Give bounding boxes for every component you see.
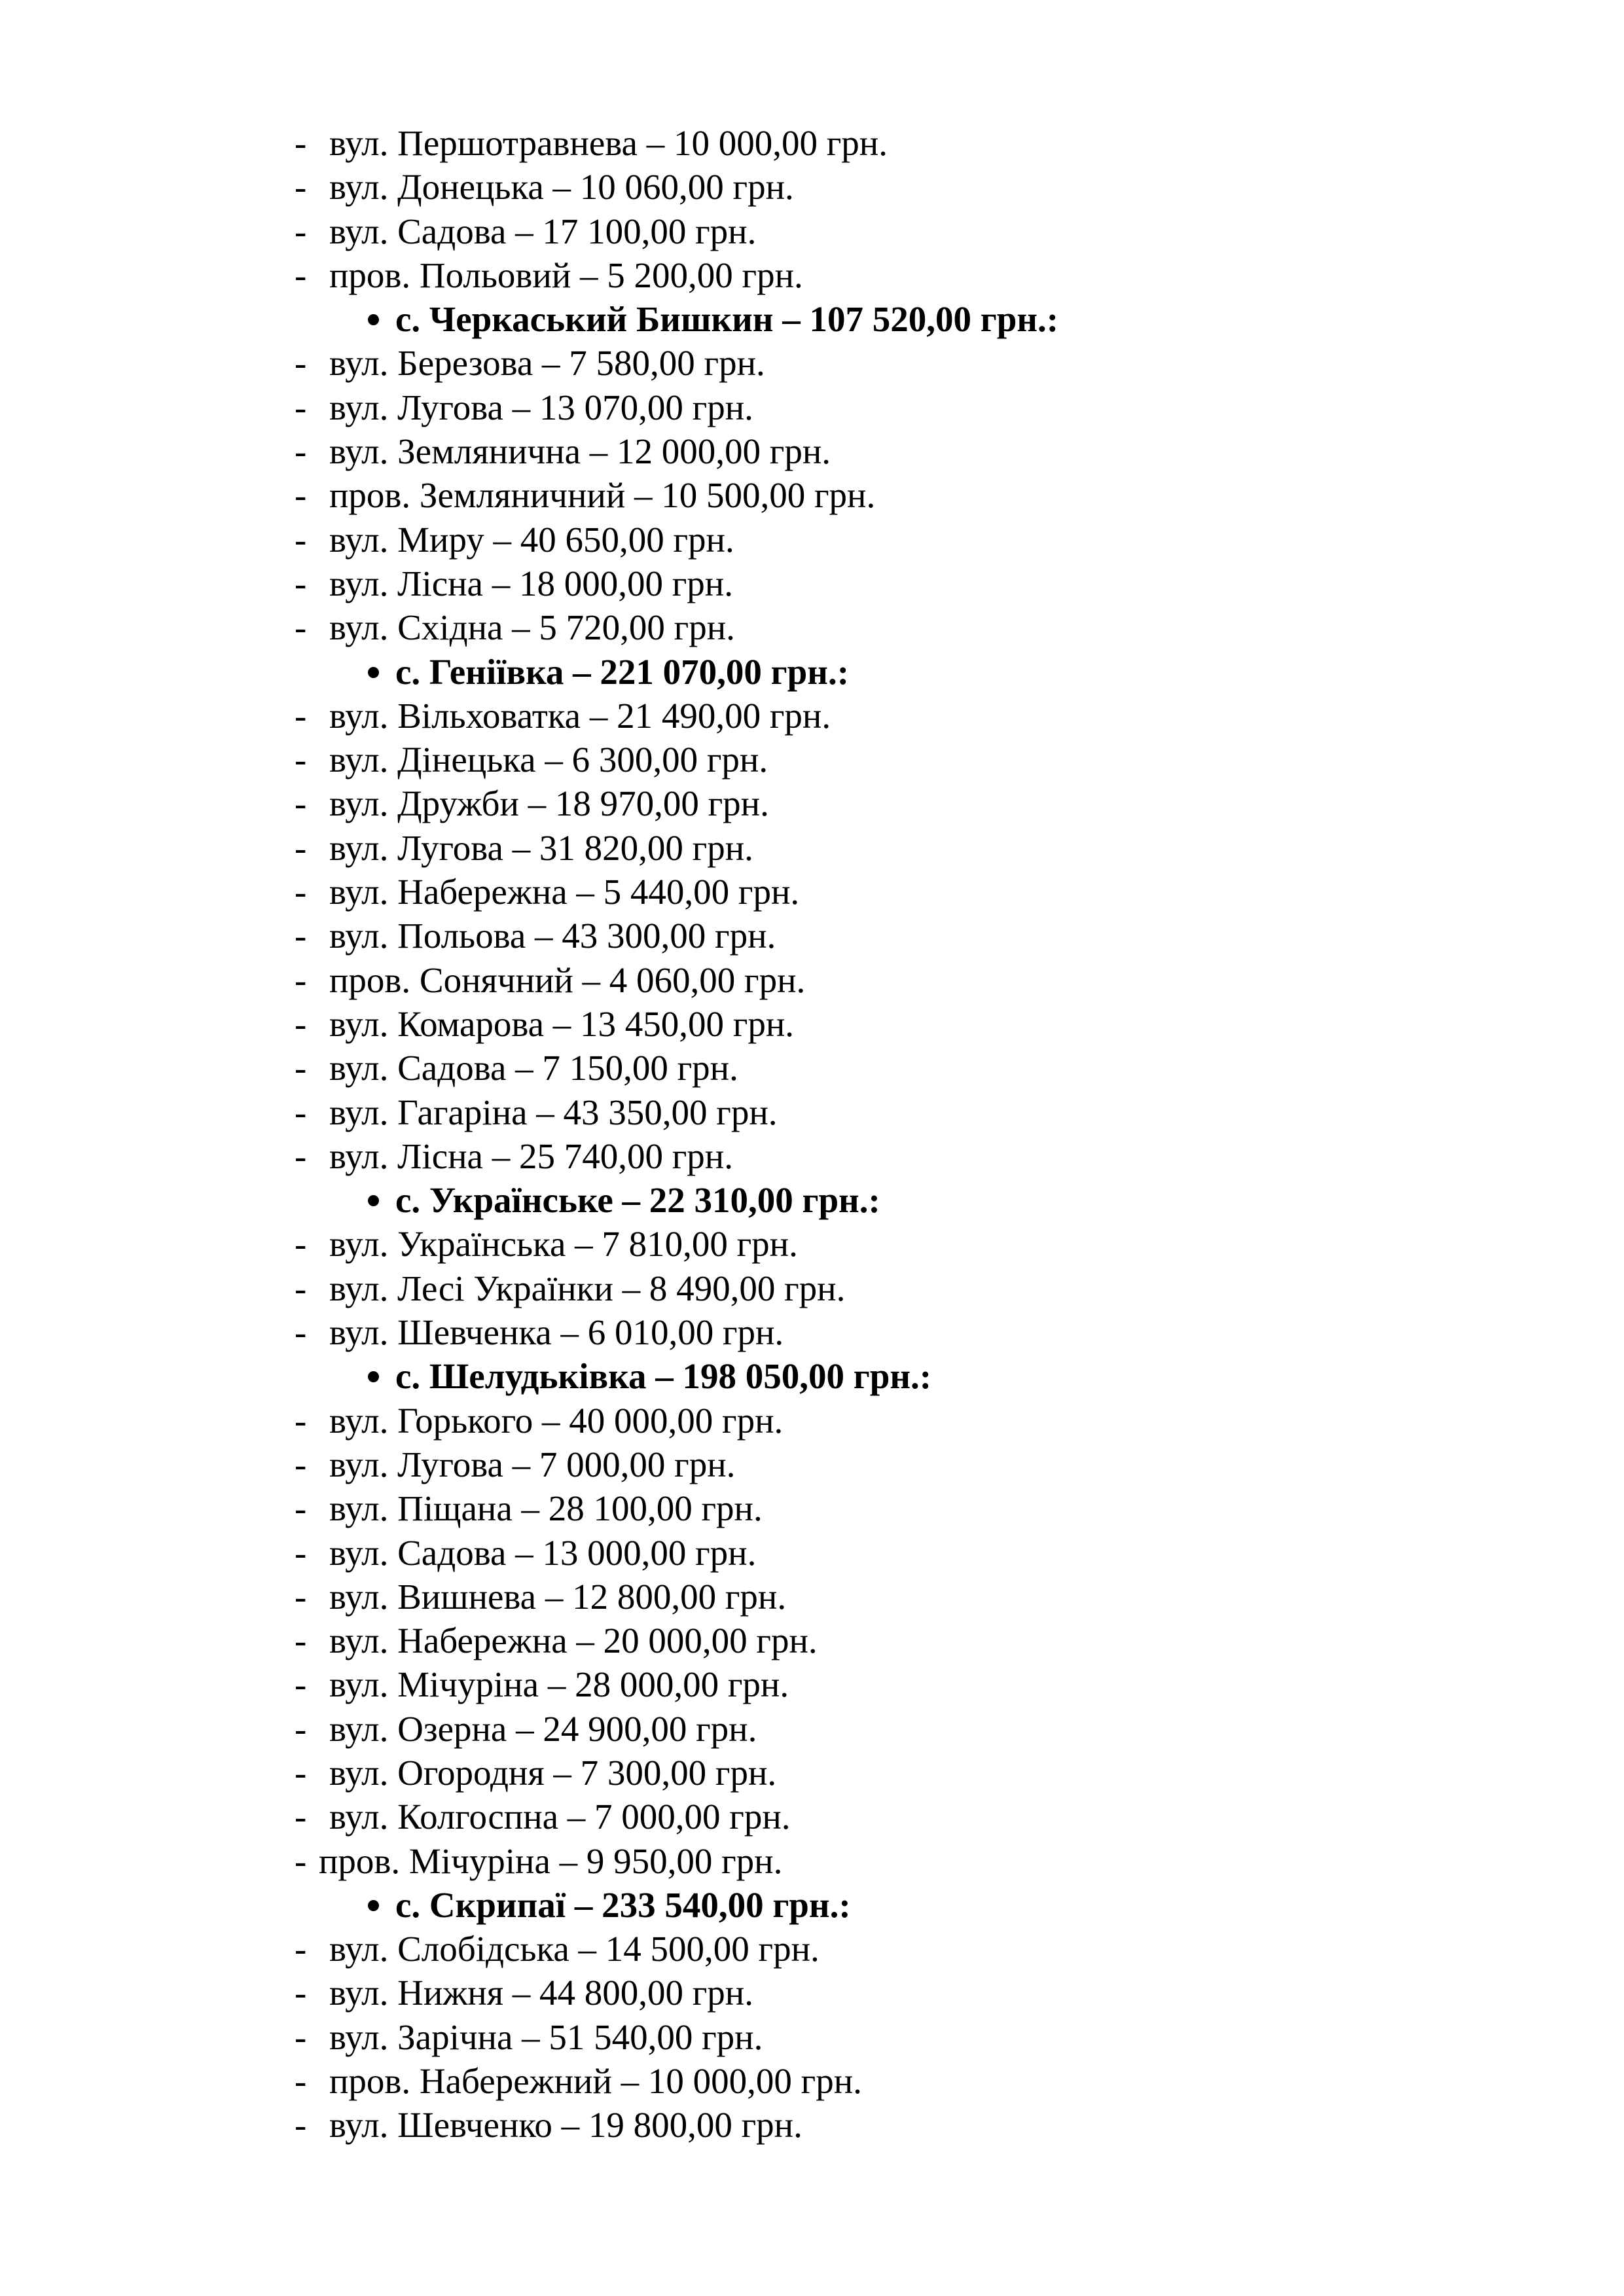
street-text: пров. Польовий – 5 200,00 грн. bbox=[329, 255, 803, 295]
street-line bbox=[0, 1486, 1624, 1530]
street-text: вул. Комарова – 13 450,00 грн. bbox=[329, 1003, 795, 1044]
street-text: вул. Горького – 40 000,00 грн. bbox=[329, 1400, 784, 1441]
street-text: вул. Донецька – 10 060,00 грн. bbox=[329, 167, 794, 207]
street-line bbox=[0, 1795, 1624, 1839]
street-text: вул. Вишнева – 12 800,00 грн. bbox=[329, 1576, 787, 1617]
village-heading bbox=[0, 1178, 1624, 1222]
street-line bbox=[0, 165, 1624, 209]
street-line bbox=[0, 2015, 1624, 2059]
street-line bbox=[0, 2059, 1624, 2103]
list-dash: - bbox=[295, 431, 307, 472]
street-text: вул. Шевченка – 6 010,00 грн. bbox=[329, 1312, 784, 1353]
street-text: пров. Земляничний – 10 500,00 грн. bbox=[329, 475, 876, 516]
street-line bbox=[0, 781, 1624, 825]
street-text: вул. Слобідська – 14 500,00 грн. bbox=[329, 1929, 820, 1969]
list-dash: - bbox=[295, 916, 307, 956]
list-dash: - bbox=[295, 2017, 307, 2057]
village-title: с. Черкаський Бишкин – 107 520,00 грн.: bbox=[395, 299, 1059, 340]
street-line bbox=[0, 1443, 1624, 1486]
street-line bbox=[0, 1046, 1624, 1090]
street-line bbox=[0, 826, 1624, 870]
list-dash: - bbox=[295, 1929, 307, 1969]
village-title: с. Шелудьківка – 198 050,00 грн.: bbox=[395, 1356, 932, 1397]
street-text: пров. Сонячний – 4 060,00 грн. bbox=[329, 960, 806, 1000]
list-dash: - bbox=[295, 2105, 307, 2145]
street-text: вул. Українська – 7 810,00 грн. bbox=[329, 1224, 798, 1265]
street-line bbox=[0, 694, 1624, 738]
street-text: вул. Східна – 5 720,00 грн. bbox=[329, 607, 735, 648]
village-title: с. Українське – 22 310,00 грн.: bbox=[395, 1180, 880, 1221]
street-line bbox=[0, 1971, 1624, 2015]
list-dash: - bbox=[295, 1092, 307, 1132]
village-title: с. Скрипаї – 233 540,00 грн.: bbox=[395, 1884, 851, 1925]
street-line bbox=[0, 2103, 1624, 2147]
street-text: вул. Нижня – 44 800,00 грн. bbox=[329, 1973, 753, 2013]
bullet-icon bbox=[368, 1371, 379, 1382]
street-text: вул. Шевченко – 19 800,00 грн. bbox=[329, 2105, 803, 2145]
list-dash: - bbox=[295, 1664, 307, 1705]
list-dash: - bbox=[295, 827, 307, 868]
list-dash: - bbox=[295, 1048, 307, 1088]
street-allocation-list bbox=[0, 121, 1624, 2147]
street-text: вул. Набережна – 5 440,00 грн. bbox=[329, 872, 800, 912]
street-line bbox=[0, 429, 1624, 473]
street-text: вул. Гагаріна – 43 350,00 грн. bbox=[329, 1092, 778, 1132]
list-dash: - bbox=[295, 1840, 307, 1881]
street-text: вул. Набережна – 20 000,00 грн. bbox=[329, 1621, 818, 1661]
street-line bbox=[0, 1662, 1624, 1706]
street-line bbox=[0, 562, 1624, 605]
street-text: вул. Миру – 40 650,00 грн. bbox=[329, 519, 734, 560]
street-text: вул. Лугова – 31 820,00 грн. bbox=[329, 827, 753, 868]
street-line bbox=[0, 518, 1624, 562]
list-dash: - bbox=[295, 563, 307, 603]
street-text: вул. Садова – 7 150,00 грн. bbox=[329, 1048, 738, 1088]
list-dash: - bbox=[295, 1973, 307, 2013]
street-line bbox=[0, 870, 1624, 914]
street-text: вул. Садова – 17 100,00 грн. bbox=[329, 211, 757, 251]
list-dash: - bbox=[295, 1532, 307, 1573]
bullet-icon bbox=[368, 314, 379, 325]
street-line bbox=[0, 253, 1624, 297]
street-line bbox=[0, 1399, 1624, 1443]
list-dash: - bbox=[295, 1752, 307, 1793]
street-line bbox=[0, 1134, 1624, 1178]
list-dash: - bbox=[295, 167, 307, 207]
list-dash: - bbox=[295, 1136, 307, 1176]
street-text: вул. Лісна – 18 000,00 грн. bbox=[329, 563, 733, 603]
street-text: вул. Березова – 7 580,00 грн. bbox=[329, 343, 765, 384]
village-heading bbox=[0, 650, 1624, 694]
street-text: вул. Вільховатка – 21 490,00 грн. bbox=[329, 695, 831, 736]
street-text: вул. Піщана – 28 100,00 грн. bbox=[329, 1488, 763, 1529]
list-dash: - bbox=[295, 475, 307, 516]
street-line bbox=[0, 386, 1624, 429]
street-line bbox=[0, 1002, 1624, 1046]
list-dash: - bbox=[295, 1003, 307, 1044]
list-dash: - bbox=[295, 695, 307, 736]
street-text: вул. Мічуріна – 28 000,00 грн. bbox=[329, 1664, 789, 1705]
street-text: пров. Мічуріна – 9 950,00 грн. bbox=[319, 1840, 783, 1881]
list-dash: - bbox=[295, 783, 307, 824]
list-dash: - bbox=[295, 123, 307, 163]
list-dash: - bbox=[295, 1400, 307, 1441]
street-line bbox=[0, 1927, 1624, 1971]
bullet-icon bbox=[368, 1195, 379, 1206]
street-line bbox=[0, 209, 1624, 253]
street-line bbox=[0, 1222, 1624, 1266]
list-dash: - bbox=[295, 2061, 307, 2102]
street-line bbox=[0, 473, 1624, 517]
street-text: вул. Лугова – 13 070,00 грн. bbox=[329, 387, 753, 427]
list-dash: - bbox=[295, 1621, 307, 1661]
street-text: вул. Землянична – 12 000,00 грн. bbox=[329, 431, 831, 472]
list-dash: - bbox=[295, 960, 307, 1000]
list-dash: - bbox=[295, 387, 307, 427]
list-dash: - bbox=[295, 1224, 307, 1265]
street-text: вул. Огородня – 7 300,00 грн. bbox=[329, 1752, 777, 1793]
street-text: вул. Озерна – 24 900,00 грн. bbox=[329, 1708, 757, 1749]
street-text: вул. Дінецька – 6 300,00 грн. bbox=[329, 740, 768, 780]
street-text: вул. Лісна – 25 740,00 грн. bbox=[329, 1136, 733, 1176]
village-title: с. Геніївка – 221 070,00 грн.: bbox=[395, 651, 850, 692]
street-text: вул. Дружби – 18 970,00 грн. bbox=[329, 783, 769, 824]
street-text: вул. Лугова – 7 000,00 грн. bbox=[329, 1444, 736, 1484]
street-line bbox=[0, 1839, 1624, 1883]
street-line bbox=[0, 1707, 1624, 1751]
street-text: вул. Колгоспна – 7 000,00 грн. bbox=[329, 1797, 791, 1837]
street-line bbox=[0, 1531, 1624, 1575]
list-dash: - bbox=[295, 1444, 307, 1484]
street-text: вул. Першотравнева – 10 000,00 грн. bbox=[329, 123, 888, 163]
street-line bbox=[0, 1266, 1624, 1310]
street-text: вул. Зарічна – 51 540,00 грн. bbox=[329, 2017, 763, 2057]
street-line bbox=[0, 605, 1624, 649]
bullet-icon bbox=[368, 667, 379, 678]
street-line bbox=[0, 1310, 1624, 1354]
street-line bbox=[0, 1619, 1624, 1662]
bullet-icon bbox=[368, 1900, 379, 1911]
street-text: вул. Лесі Українки – 8 490,00 грн. bbox=[329, 1268, 846, 1308]
list-dash: - bbox=[295, 211, 307, 251]
street-line bbox=[0, 341, 1624, 385]
list-dash: - bbox=[295, 1312, 307, 1353]
street-text: вул. Садова – 13 000,00 грн. bbox=[329, 1532, 757, 1573]
list-dash: - bbox=[295, 740, 307, 780]
list-dash: - bbox=[295, 607, 307, 648]
street-line bbox=[0, 121, 1624, 165]
list-dash: - bbox=[295, 1268, 307, 1308]
street-text: вул. Польова – 43 300,00 грн. bbox=[329, 916, 776, 956]
list-dash: - bbox=[295, 872, 307, 912]
list-dash: - bbox=[295, 255, 307, 295]
street-line bbox=[0, 738, 1624, 781]
village-heading bbox=[0, 297, 1624, 341]
list-dash: - bbox=[295, 1576, 307, 1617]
list-dash: - bbox=[295, 1708, 307, 1749]
list-dash: - bbox=[295, 519, 307, 560]
street-text: пров. Набережний – 10 000,00 грн. bbox=[329, 2061, 862, 2102]
street-line bbox=[0, 1751, 1624, 1795]
list-dash: - bbox=[295, 1797, 307, 1837]
village-heading bbox=[0, 1883, 1624, 1927]
list-dash: - bbox=[295, 1488, 307, 1529]
village-heading bbox=[0, 1354, 1624, 1398]
street-line bbox=[0, 1575, 1624, 1619]
street-line bbox=[0, 958, 1624, 1002]
list-dash: - bbox=[295, 343, 307, 384]
street-line bbox=[0, 1090, 1624, 1134]
street-line bbox=[0, 914, 1624, 958]
